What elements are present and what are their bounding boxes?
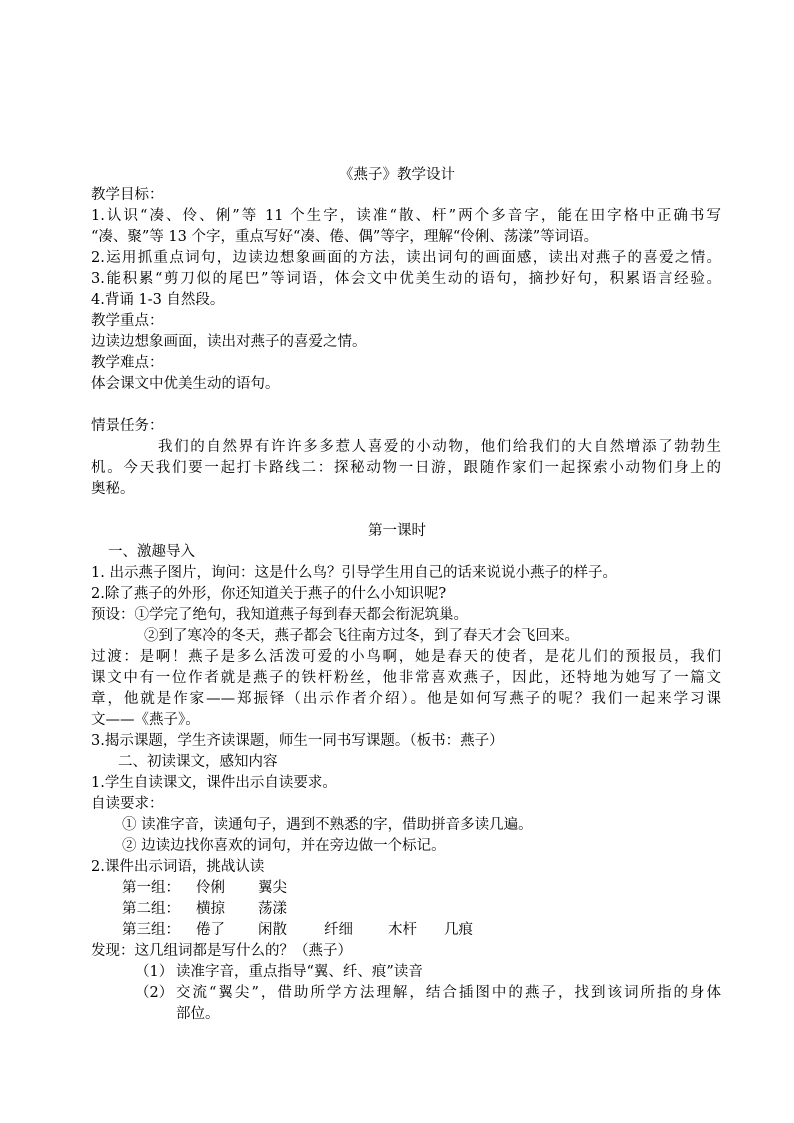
transition-line-3: 章，他就是作家——郑振铎（出示作者介绍）。他是如何写燕子的呢？我们一起来学习课: [91, 691, 721, 707]
transition-line-4: 文——《燕子》。: [91, 712, 200, 728]
goal-1-line-2: “凑、聚”等 13 个字，重点写好“凑、倦、偶”等字，理解“伶俐、荡漾”等词语。: [91, 229, 599, 245]
task-heading: 情景任务：: [91, 418, 164, 434]
period-heading: 第一课时: [368, 523, 426, 539]
transition-line-2: 课文中有一位作者就是燕子的铁杆粉丝，他非常喜欢燕子，因此，还特地为她写了一篇文: [91, 670, 721, 686]
task-line-2: 机。今天我们要一起打卡路线二：探秘动物一日游，跟随作家们一起探索小动物们身上的: [91, 460, 721, 476]
document-title: 《燕子》教学设计: [339, 167, 455, 183]
preset-1: 预设：①学完了绝句，我知道燕子每到春天都会衔泥筑巢。: [91, 607, 468, 623]
section-1-heading: 一、激趣导入: [108, 544, 195, 560]
section-1-item-2: 2.除了燕子的外形，你还知道关于燕子的什么小知识呢?: [91, 586, 447, 602]
section-1-item-1: 1. 出示燕子图片，询问：这是什么鸟？引导学生用自己的话来说说小燕子的样子。: [91, 565, 617, 581]
group-1-word: 翼尖: [258, 880, 287, 896]
goals-heading: 教学目标：: [91, 187, 164, 203]
group-3-word: 倦了: [196, 922, 225, 938]
group-2-word: 荡漾: [258, 901, 287, 917]
section-2-item-1: 1.学生自读课文，课件出示自读要求。: [91, 775, 337, 791]
goal-3: 3.能积累“剪刀似的尾巴”等词语，体会文中优美生动的语句，摘抄好句，积累语言经验。: [91, 271, 721, 287]
point-2-line-1: 交流“翼尖”，借助所学方法理解，结合插图中的燕子，找到该词所指的身体: [176, 985, 721, 1001]
task-line-3: 奥秘。: [91, 481, 135, 497]
group-3-word: 闲散: [258, 922, 287, 938]
preset-2: ②到了寒冷的冬天，燕子都会飞往南方过冬，到了春天才会飞回来。: [144, 628, 579, 644]
goal-4: 4.背诵 1-3 自然段。: [91, 292, 225, 308]
group-2-word: 横掠: [196, 901, 225, 917]
discovery: 发现：这几组词都是写什么的？（燕子）: [91, 943, 352, 959]
goal-1-line-1: 1.认识“凑、伶、俐”等 11 个生字，读准“散、杆”两个多音字，能在田字格中正确书写: [91, 208, 721, 224]
point-1-number: （1）: [135, 964, 174, 980]
group-1-label: 第一组：: [122, 880, 180, 896]
group-3-word: 纤细: [324, 922, 353, 938]
requirement-2: ② 边读边找你喜欢的词句，并在旁边做一个标记。: [122, 838, 446, 854]
difficulty: 体会课文中优美生动的语句。: [91, 376, 280, 392]
task-line-1: 我们的自然界有许许多多惹人喜爱的小动物，他们给我们的大自然增添了勃勃生: [158, 439, 721, 455]
section-2-heading: 二、初读课文，感知内容: [118, 754, 278, 770]
point-2-line-2: 部位。: [176, 1006, 220, 1022]
group-3-word: 几痕: [444, 922, 473, 938]
section-1-item-3: 3.揭示课题，学生齐读课题，师生一同书写课题。（板书：燕子）: [91, 733, 504, 749]
requirement-1: ① 读准字音，读通句子，遇到不熟悉的字，借助拼音多读几遍。: [122, 817, 533, 833]
requirements-heading: 自读要求：: [91, 796, 164, 812]
point-2-number: （2）: [135, 985, 174, 1001]
difficulty-heading: 教学难点：: [91, 355, 164, 371]
group-3-word: 木杆: [388, 922, 417, 938]
group-2-label: 第二组：: [122, 901, 180, 917]
group-1-word: 伶俐: [196, 880, 225, 896]
section-2-item-2: 2.课件出示词语，挑战认读: [91, 859, 265, 875]
key-points-heading: 教学重点：: [91, 313, 164, 329]
key-points: 边读边想象画面，读出对燕子的喜爱之情。: [91, 334, 367, 350]
goal-2: 2.运用抓重点词句，边读边想象画面的方法，读出词句的画面感，读出对燕子的喜爱之情。: [91, 250, 721, 266]
transition-line-1: 过渡：是啊！燕子是多么活泼可爱的小鸟啊，她是春天的使者，是花儿们的预报员，我们: [91, 649, 721, 665]
group-3-label: 第三组：: [122, 922, 180, 938]
point-1: 读准字音，重点指导“翼、纤、痕”读音: [176, 964, 423, 980]
